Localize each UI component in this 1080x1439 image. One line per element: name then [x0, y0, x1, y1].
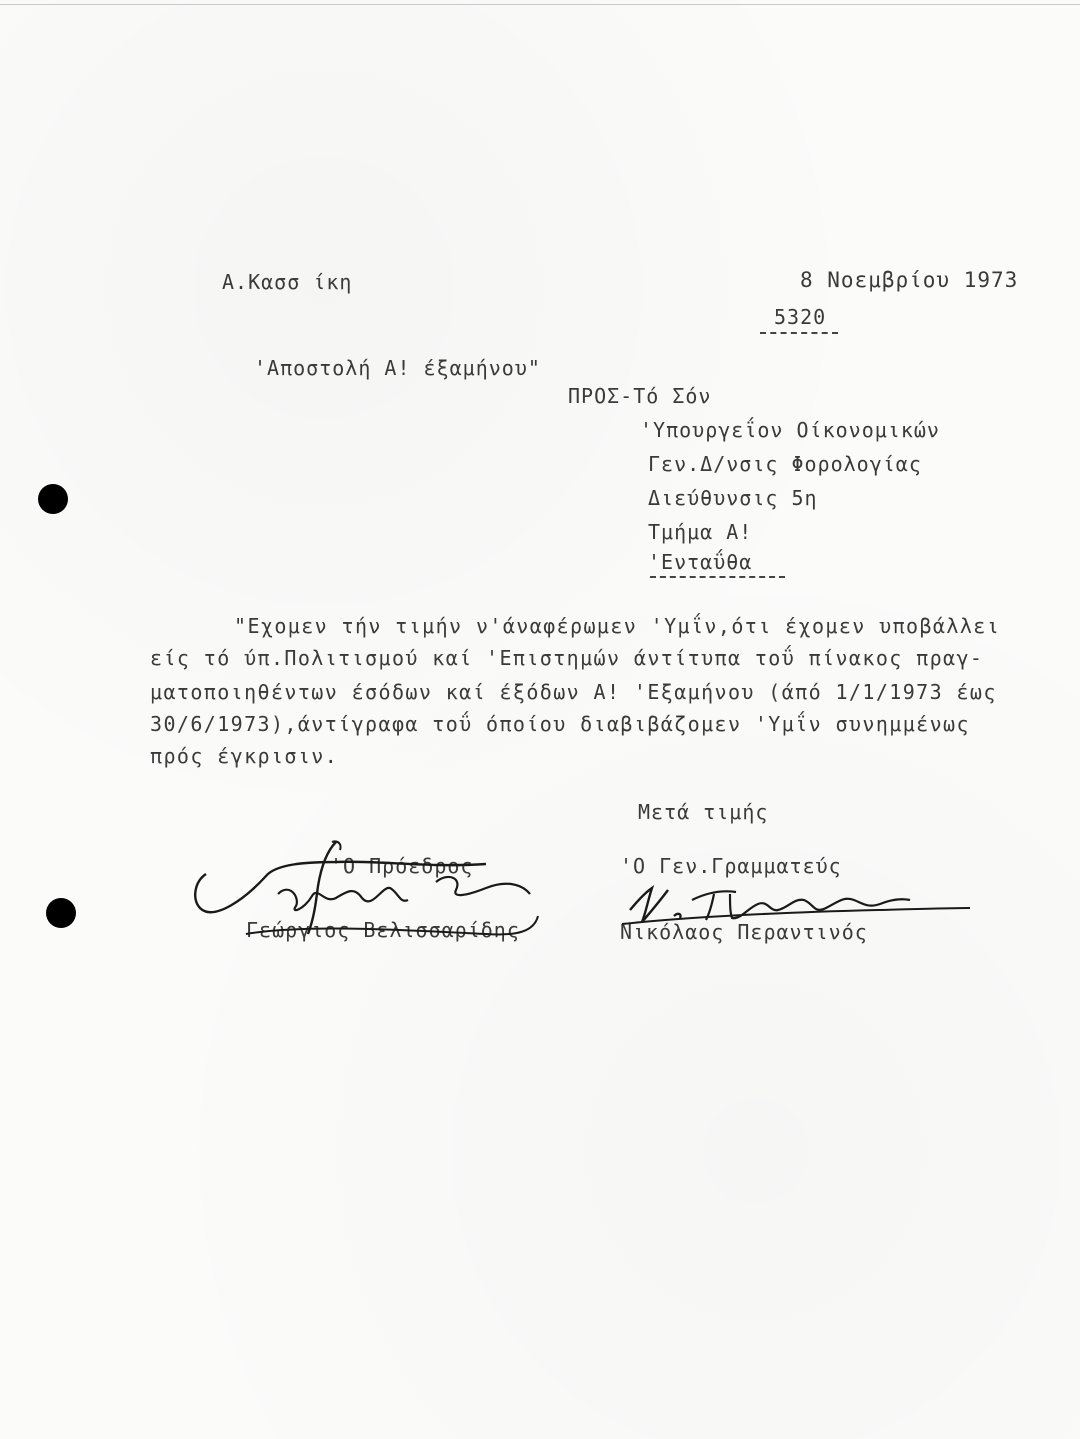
- punch-hole-bottom: [46, 898, 76, 928]
- recipient-general-directorate: Γεν.Δ/νσις Φορολογίας: [648, 452, 922, 476]
- left-signatory-title: 'Ο Πρόεδρος: [330, 854, 474, 878]
- recipient-directorate: Διεύθυνσις 5η: [648, 486, 818, 510]
- body-line-2: είς τό ύπ.Πολιτισμού καί 'Επιστημών άντίτυπα τοΰ πίνακος πραγ-: [150, 646, 984, 670]
- right-signatory-name: Νικόλαος Περαντινός: [620, 920, 868, 944]
- protocol-number-underline: [760, 332, 838, 334]
- left-signatory-name: Γεώργιος Βελισσαρίδης: [246, 918, 520, 942]
- recipient-department: Τμήμα Α!: [648, 520, 753, 544]
- protocol-number: 5320: [774, 305, 827, 329]
- recipient-location-underline: [650, 576, 785, 578]
- right-signature: [618, 878, 978, 938]
- right-signatory-title: 'Ο Γεν.Γραμματεύς: [620, 854, 842, 878]
- body-line-1: "Εχομεν τήν τιμήν ν'άναφέρωμεν 'Υμΐν,ότι έχομεν υποβάλλει: [234, 614, 1001, 638]
- sender-reference: Α.Κασσ ίκη: [222, 270, 353, 294]
- page-edge-line: [0, 4, 1080, 5]
- body-line-3: ματοποιηθέντων έσόδων καί έξόδων Α! 'Εξαμήνου (άπό 1/1/1973 έως: [150, 680, 997, 704]
- recipient-prefix: ΠΡΟΣ-Τό Σόν: [568, 384, 712, 408]
- body-line-4: 30/6/1973),άντίγραφα τοΰ όποίου διαβιβάζομεν 'Υμΐν συνημμένως: [150, 712, 970, 736]
- document-date: 8 Νοεμβρίου 1973: [800, 268, 1019, 292]
- left-signature: [186, 838, 556, 948]
- subject-line: 'Αποστολή Α! έξαμήνου": [254, 356, 541, 380]
- recipient-ministry: 'Υπουργεΐον Οίκονομικών: [640, 418, 940, 442]
- recipient-location: 'Ενταΰθα: [648, 550, 753, 574]
- punch-hole-top: [38, 484, 68, 514]
- body-line-5: πρός έγκρισιν.: [150, 744, 339, 768]
- closing-phrase: Μετά τιμής: [638, 800, 769, 824]
